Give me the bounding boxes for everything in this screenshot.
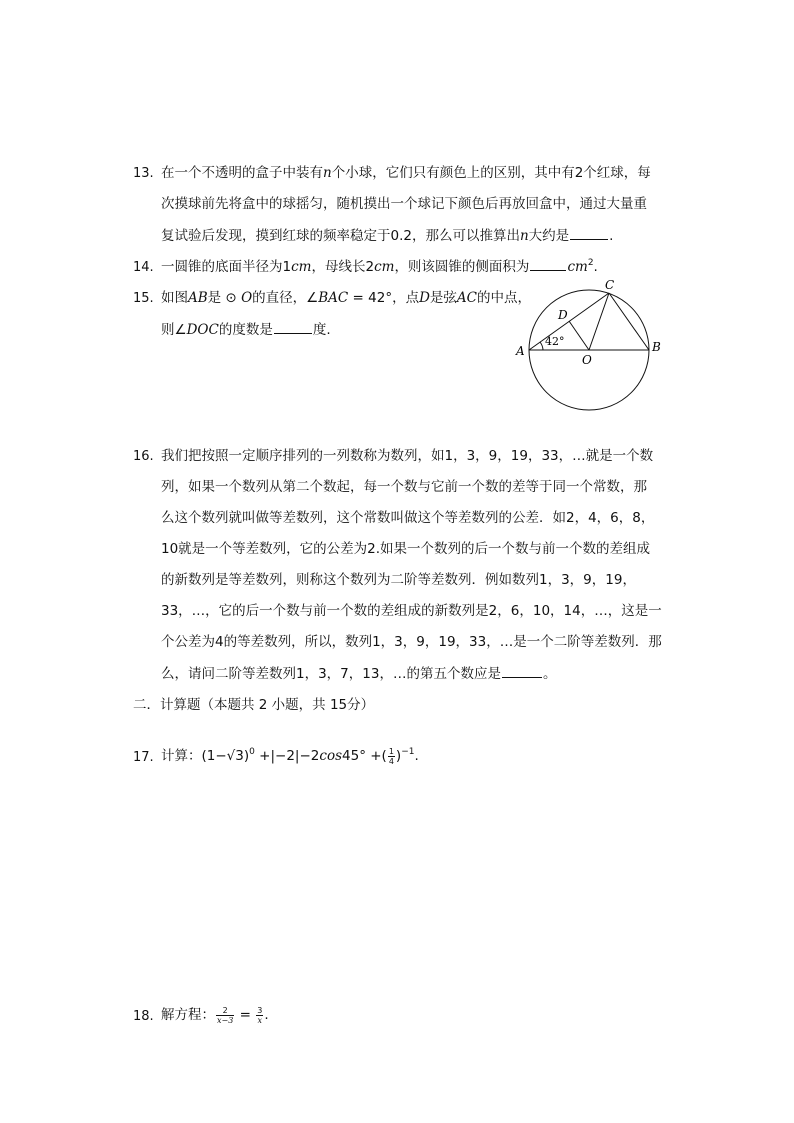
q16-line-1: 我们把按照一定顺序排列的一列数称为数列，如1，3，9，19，33，…就是一个数 [161,448,654,464]
q16-line-2: 列，如果一个数列从第二个数起，每一个数与它前一个数的差等于同一个常数，那 [161,479,647,495]
q13-line-2: 次摸球前先将盒中的球摇匀，随机摸出一个球记下颜色后再放回盒中，通过大量重 [161,196,647,212]
q14-line: 一圆锥的底面半径为1cm，母线长2cm，则该圆锥的侧面积为 $cm^2$. [161,258,598,275]
q16-number: 16. [133,449,154,464]
label-a: A [516,344,525,358]
q18-fraction-right: $\frac{3}{x}$ [257,1005,263,1025]
q13-line-3: 复试验后发现，摸到红球的频率稳定于0.2，那么可以推算出n大约是 . [161,225,613,246]
q16-line-5: 的新数列是等差数列，则称这个数列为二阶等差数列．例如数列1，3，9，19， [161,572,636,588]
chord-cb [609,293,649,350]
q17-fraction: $\frac{1}{4}$ [388,746,394,766]
q16-line-8: 么，请问二阶等差数列1，3，7，13，…的第五个数应是 。 [161,663,556,684]
segment-od [569,321,589,350]
q13-answer-blank[interactable] [570,225,608,240]
q14-answer-blank[interactable] [530,256,566,271]
q17-expression: 计算：$(1-√3)^0 +|-2|-2\cos 45^\circ$ +( $\frac{1}{4}$ )$^{-1}$. [161,746,419,766]
q15-answer-blank[interactable] [274,319,312,334]
q18-equation: 解方程： $\frac{2}{x-3}$ = $\frac{3}{x}$ . [161,1005,269,1025]
q15-line-2: 则∠DOC的度数是 度. [161,319,331,340]
q16-line-7: 个公差为4的等差数列，所以，数列1，3，9，19，33，…是一个二阶等差数列．那 [161,634,662,650]
q14-number: 14. [133,260,154,275]
label-o: O [582,353,592,367]
q15-number: 15. [133,291,154,306]
label-d: D [558,308,568,322]
q13-number: 13. [133,166,154,181]
segment-oc [589,293,609,350]
q16-line-3: 么这个数列就叫做等差数列，这个常数叫做这个等差数列的公差．如2，4，6，8， [161,510,655,526]
circle-geometry-figure [510,276,670,416]
q16-answer-blank[interactable] [502,663,542,678]
q16-line-6: 33，…，它的后一个数与前一个数的差组成的新数列是2，6，10，14，…，这是一 [161,603,662,619]
label-b: B [652,340,661,354]
q15-line-1: 如图AB是 ⊙ O的直径，∠BAC = 42°，点D是弦AC的中点， [161,290,532,306]
q18-number: 18. [133,1009,154,1024]
angle-arc [540,342,543,350]
q16-line-4: 10就是一个等差数列，它的公差为2.如果一个数列的后一个数与前一个数的差组成 [161,541,651,557]
label-c: C [605,278,615,292]
q13-line-1: 在一个不透明的盒子中装有n个小球，它们只有颜色上的区别，其中有2个红球，每 [161,165,651,181]
q18-fraction-left: $\frac{2}{x-3}$ [217,1005,234,1025]
section-2-heading: 二．计算题（本题共 2 小题，共 15分） [133,697,375,713]
q17-number: 17. [133,750,154,765]
label-angle: 42° [545,335,565,348]
